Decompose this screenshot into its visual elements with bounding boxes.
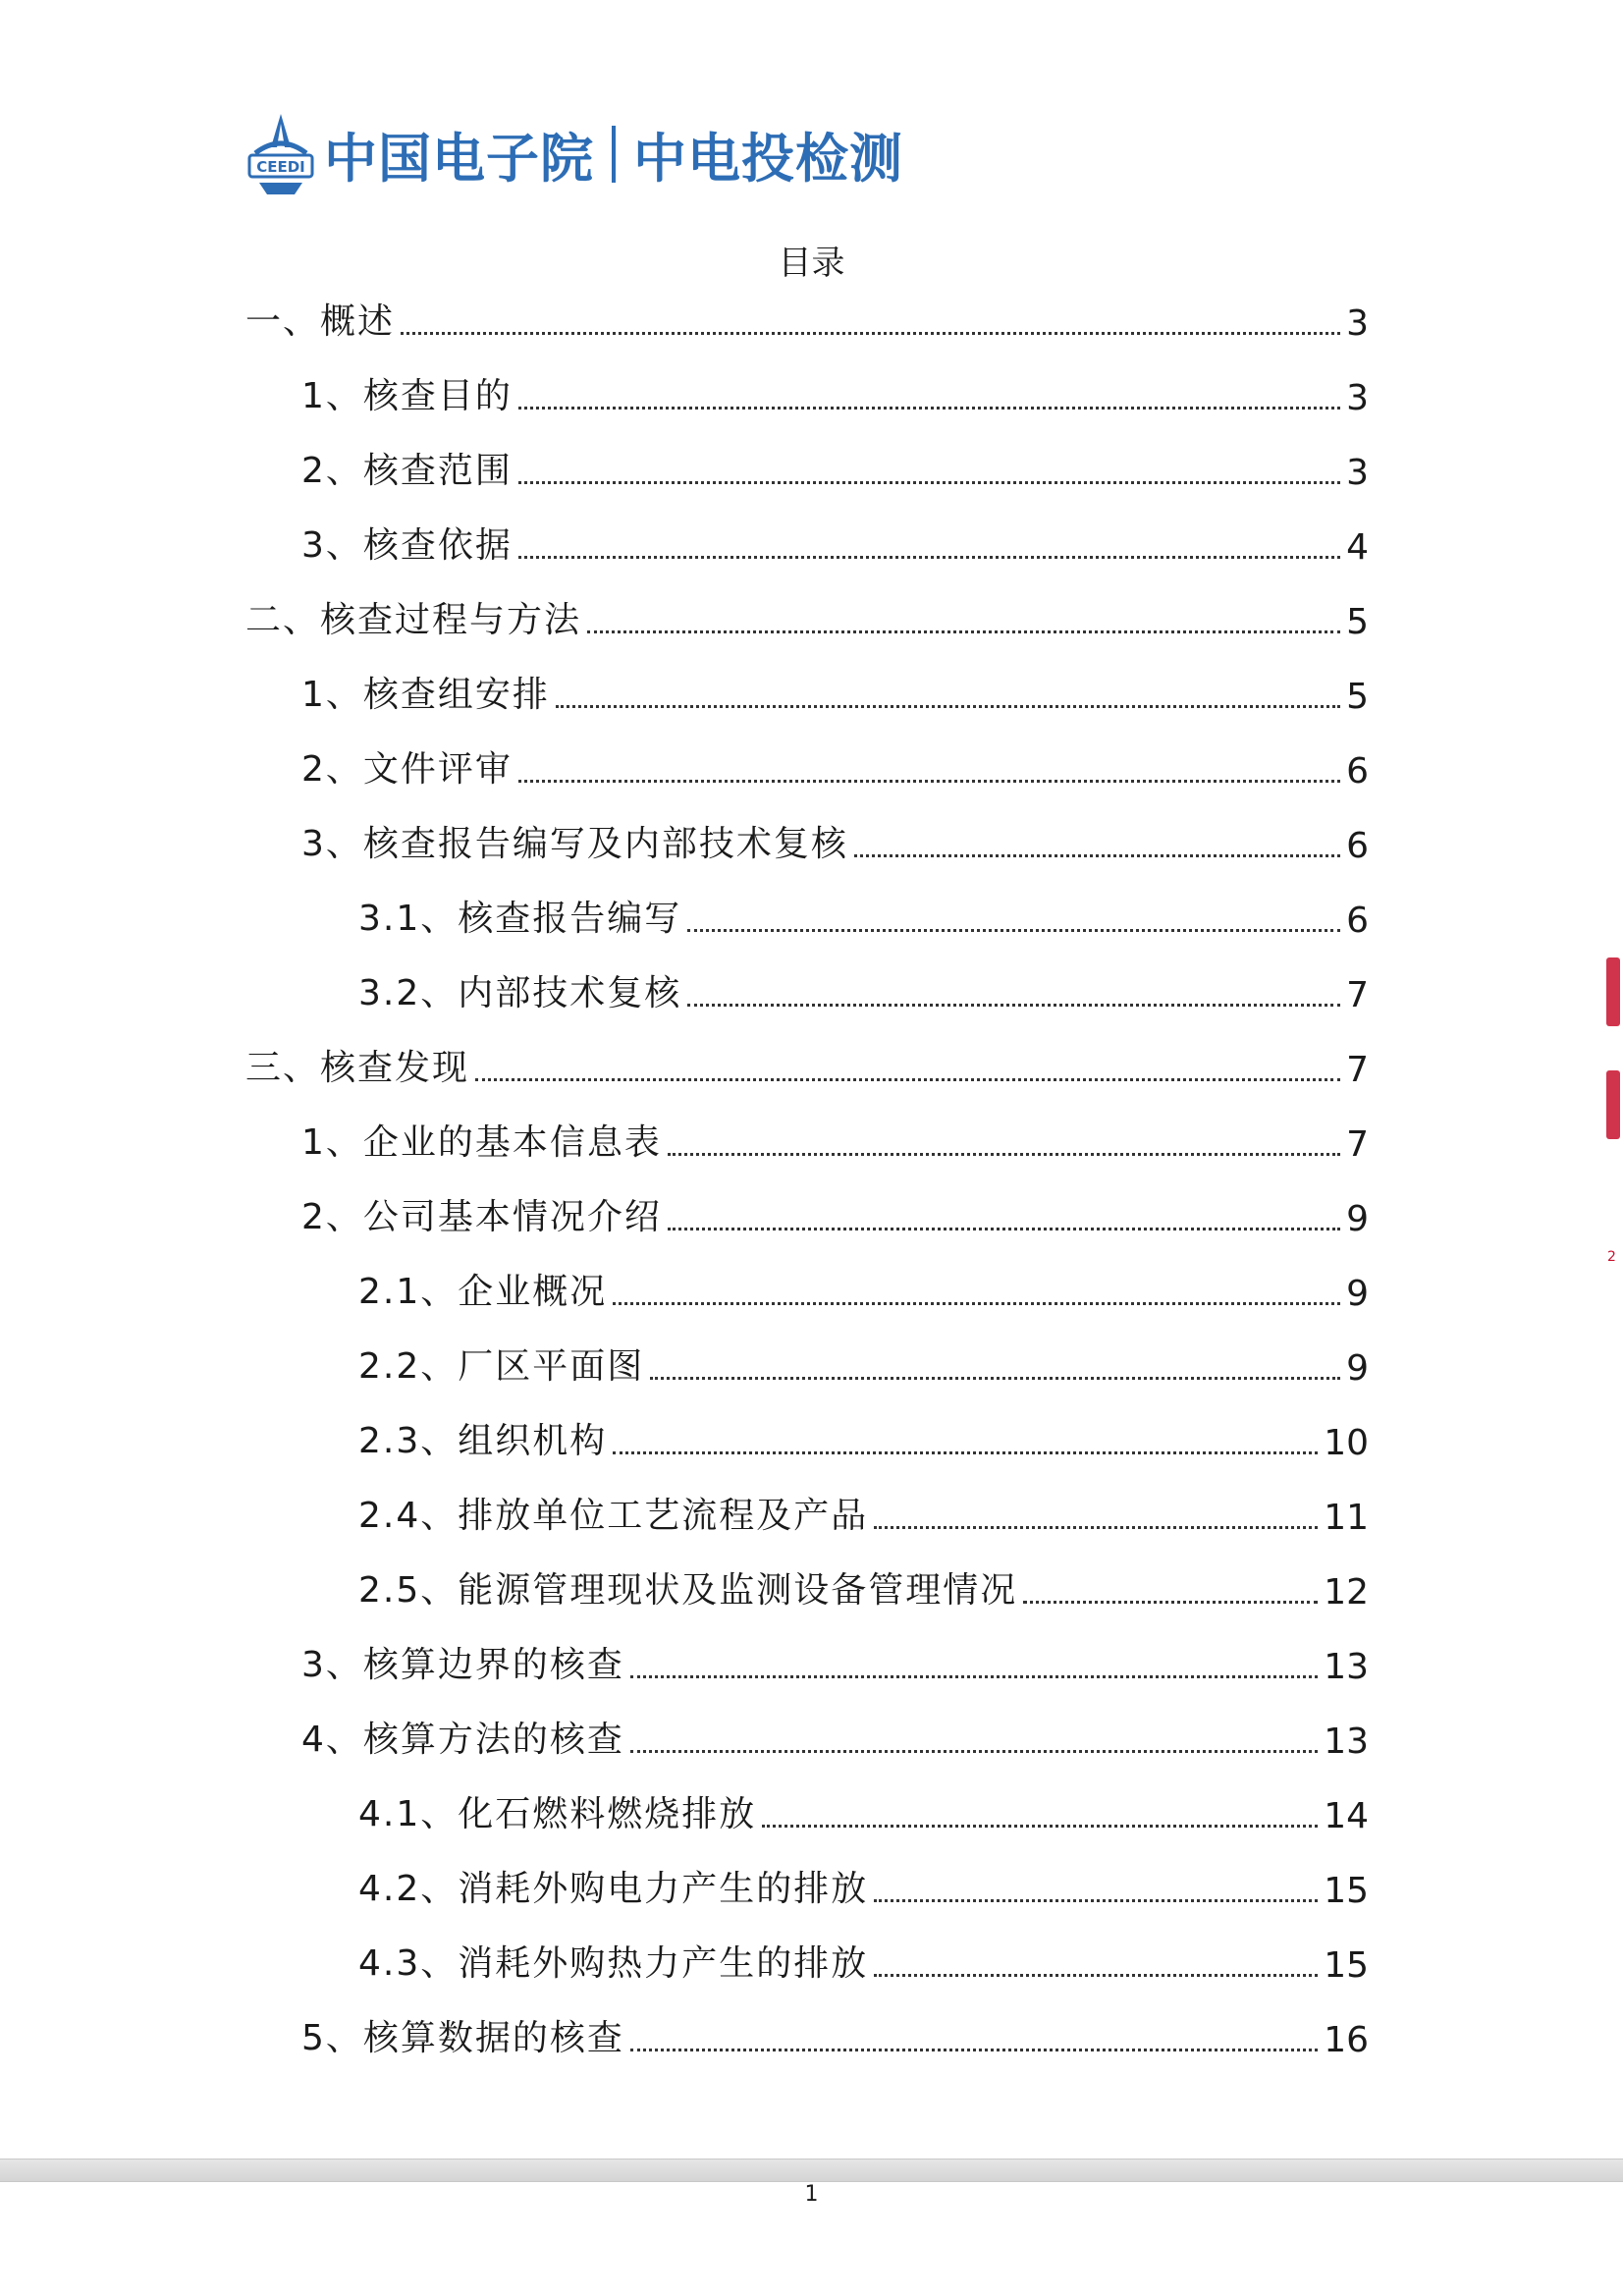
toc-entry-label: 二、核查过程与方法 (245, 600, 582, 640)
footer-rule (0, 2159, 1623, 2182)
toc-entry[interactable] (245, 1031, 1369, 1090)
toc-entry-page: 9 (1346, 1199, 1369, 1239)
toc-entry-label: 2.1、企业概况 (358, 1272, 608, 1312)
toc-entry-label: 3.2、内部技术复核 (358, 973, 682, 1013)
toc-entry-label: 3、核查依据 (301, 525, 513, 566)
toc-dot-leader (687, 1004, 1340, 1007)
toc-entry[interactable] (245, 1255, 1369, 1314)
toc-entry-page: 9 (1346, 1348, 1369, 1389)
logo-badge-text: CEEDI (256, 158, 305, 176)
seal-stamp-number: 2 (1607, 1249, 1616, 1265)
toc-dot-leader (518, 407, 1340, 410)
toc-entry-page: 12 (1324, 1572, 1369, 1613)
toc-entry[interactable] (245, 359, 1369, 418)
toc-entry-label: 3、核查报告编写及内部技术复核 (301, 824, 848, 864)
toc-entry[interactable] (245, 1927, 1369, 1986)
toc-entry-page: 6 (1346, 751, 1369, 792)
toc-entry-label: 1、核查目的 (301, 376, 513, 416)
toc-entry-label: 2、核查范围 (301, 451, 513, 491)
toc-dot-leader (854, 854, 1340, 857)
toc-entry-label: 2、公司基本情况介绍 (301, 1197, 662, 1237)
toc-entry-page: 4 (1346, 527, 1369, 568)
ceedi-logo-icon (245, 110, 316, 198)
toc-entry[interactable] (245, 658, 1369, 717)
toc-dot-leader (874, 1899, 1318, 1902)
toc-entry-page: 6 (1346, 826, 1369, 866)
toc-entry-page: 9 (1346, 1274, 1369, 1314)
toc-entry-page: 7 (1346, 1050, 1369, 1090)
toc-entry-page: 3 (1346, 303, 1369, 344)
seal-stamp-fragment (1606, 1070, 1620, 1139)
toc-dot-leader (668, 1228, 1340, 1230)
toc-dot-leader (874, 1526, 1318, 1529)
toc-entry[interactable] (245, 1330, 1369, 1389)
brand-name-left: 中国电子院 (324, 127, 594, 190)
toc-dot-leader (613, 1451, 1318, 1454)
toc-title: 目录 (778, 244, 845, 283)
seal-stamp-fragment (1606, 957, 1620, 1026)
toc-entry-label: 3、核算边界的核查 (301, 1645, 624, 1685)
toc-entry[interactable] (245, 733, 1369, 792)
toc-entry[interactable] (245, 1777, 1369, 1836)
toc-entry-page: 3 (1346, 378, 1369, 418)
toc-entry-label: 2、文件评审 (301, 749, 513, 790)
toc-entry-label: 4.2、消耗外购电力产生的排放 (358, 1869, 869, 1909)
toc-entry-label: 4.3、消耗外购热力产生的排放 (358, 1943, 869, 1984)
toc-entry-page: 7 (1346, 975, 1369, 1015)
toc-entry-label: 一、概述 (245, 301, 396, 342)
toc-dot-leader (475, 1078, 1340, 1081)
toc-dot-leader (401, 332, 1340, 335)
toc-dot-leader (630, 1675, 1318, 1678)
toc-dot-leader (613, 1302, 1340, 1305)
toc-entry-page: 5 (1346, 602, 1369, 642)
toc-entry[interactable] (245, 434, 1369, 493)
toc-entry[interactable] (245, 957, 1369, 1015)
toc-entry-label: 2.5、能源管理现状及监测设备管理情况 (358, 1570, 1018, 1611)
toc-dot-leader (874, 1974, 1318, 1977)
toc-entry-label: 4.1、化石燃料燃烧排放 (358, 1794, 757, 1834)
brand-divider (612, 126, 616, 183)
toc-dot-leader (668, 1153, 1340, 1156)
toc-entry[interactable] (245, 1180, 1369, 1239)
document-header (245, 110, 903, 198)
toc-entry[interactable] (245, 1703, 1369, 1762)
toc-entry[interactable] (245, 285, 1369, 344)
toc-dot-leader (762, 1825, 1318, 1828)
toc-entry[interactable] (245, 2001, 1369, 2060)
toc-entry[interactable] (245, 583, 1369, 642)
toc-entry-page: 7 (1346, 1124, 1369, 1165)
page-number: 1 (804, 2182, 819, 2207)
toc-entry-label: 3.1、核查报告编写 (358, 899, 682, 939)
toc-entry-label: 2.3、组织机构 (358, 1421, 608, 1461)
toc-entry-label: 4、核算方法的核查 (301, 1720, 624, 1760)
toc-entry-page: 15 (1324, 1945, 1369, 1986)
toc-entry[interactable] (245, 882, 1369, 941)
toc-entry-page: 16 (1324, 2020, 1369, 2060)
toc-entry[interactable] (245, 1404, 1369, 1463)
toc-entry-page: 13 (1324, 1722, 1369, 1762)
toc-entry-label: 1、核查组安排 (301, 675, 550, 715)
toc-entry-label: 1、企业的基本信息表 (301, 1122, 662, 1163)
toc-entry-page: 5 (1346, 677, 1369, 717)
toc-dot-leader (518, 556, 1340, 559)
toc-dot-leader (650, 1377, 1340, 1380)
toc-entry[interactable] (245, 1479, 1369, 1538)
toc-entry-label: 三、核查发现 (245, 1048, 470, 1088)
toc-dot-leader (587, 630, 1340, 633)
toc-dot-leader (1023, 1601, 1318, 1604)
toc-entry-label: 2.2、厂区平面图 (358, 1346, 645, 1387)
toc-entry[interactable] (245, 1852, 1369, 1911)
toc-dot-leader (630, 1750, 1318, 1753)
toc-entry-page: 13 (1324, 1647, 1369, 1687)
brand-name-right: 中电投检测 (633, 127, 903, 190)
toc-entry-page: 11 (1324, 1498, 1369, 1538)
toc-dot-leader (518, 780, 1340, 783)
toc-entry-page: 3 (1346, 453, 1369, 493)
toc-entry[interactable] (245, 1628, 1369, 1687)
toc-entry[interactable] (245, 807, 1369, 866)
toc-entry[interactable] (245, 509, 1369, 568)
toc-dot-leader (687, 929, 1340, 932)
toc-dot-leader (630, 2049, 1318, 2051)
toc-entry-label: 2.4、排放单位工艺流程及产品 (358, 1496, 869, 1536)
toc-entry-label: 5、核算数据的核查 (301, 2018, 624, 2058)
toc-dot-leader (556, 705, 1340, 708)
toc-dot-leader (518, 481, 1340, 484)
toc-entry[interactable] (245, 1554, 1369, 1613)
toc-entry-page: 6 (1346, 901, 1369, 941)
toc-entry[interactable] (245, 1106, 1369, 1165)
toc-entry-page: 14 (1324, 1796, 1369, 1836)
toc-entry-page: 10 (1324, 1423, 1369, 1463)
toc-entry-page: 15 (1324, 1871, 1369, 1911)
